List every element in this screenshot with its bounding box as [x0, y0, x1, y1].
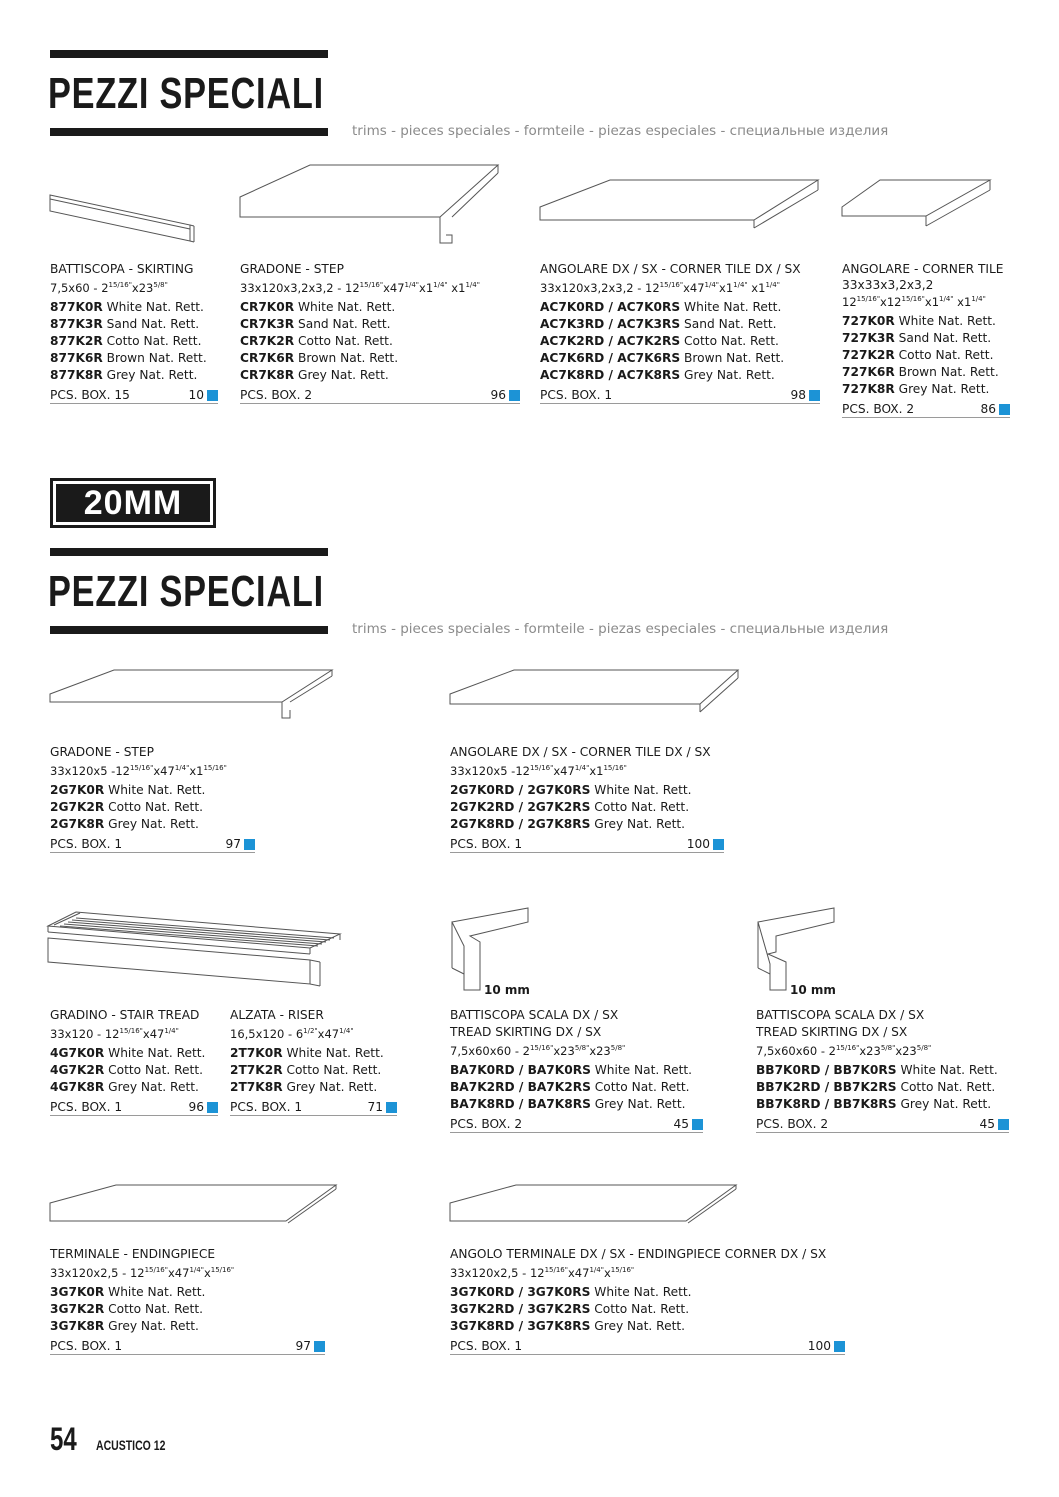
corner-tile-small-drawing — [842, 180, 992, 230]
page-marker-icon — [713, 839, 724, 850]
product-title: BATTISCOPA SCALA DX / SX — [756, 1008, 925, 1022]
step-drawing — [240, 165, 500, 255]
page-ref[interactable]: 100 — [686, 836, 710, 851]
product-code-row: CR7K6R Brown Nat. Rett. — [240, 350, 399, 365]
stair-tread-drawing — [48, 888, 338, 998]
page-marker-icon — [998, 1119, 1009, 1130]
product-code-row: BA7K2RD / BA7K2RS Cotto Nat. Rett. — [450, 1079, 690, 1094]
product-dims: $33x120x3,2x3,2 - 12^{15/16"}x47^{1/4"}x1^{1/4"}$ $x1^{1/4"}$ — [240, 280, 480, 295]
product-code-row: AC7K3RD / AC7K3RS Sand Nat. Rett. — [540, 316, 777, 331]
product-dims: $33x120x3,2x3,2 - 12^{15/16"}x47^{1/4"}x1^{1/4"}$ $x1^{1/4"}$ — [540, 280, 780, 295]
page-ref[interactable]: 45 — [979, 1116, 995, 1131]
product-dims: $33x120 - 12^{15/16"}x47^{1/4"}$ — [50, 1026, 179, 1041]
product-dims: $12^{15/16"}x12^{15/16"}x1^{1/4"}$ $x1^{1/4"}$ — [842, 294, 986, 309]
tread-skirting-dx-drawing — [452, 908, 552, 990]
product-code-row: 727K2R Cotto Nat. Rett. — [842, 347, 994, 362]
endingpiece-drawing — [50, 1185, 340, 1233]
step-20mm-drawing — [50, 670, 335, 735]
product-corner-tile-20mm — [450, 744, 724, 853]
product-code-row: 877K3R Sand Nat. Rett. — [50, 316, 200, 331]
endingpiece-corner-drawing — [450, 1185, 740, 1233]
product-code-row: 2G7K0R White Nat. Rett. — [50, 782, 206, 797]
product-dims: 33x120x5 $-12^{15/16"}x47^{1/4"}x1^{15/16"}$ — [450, 763, 627, 778]
product-code-row: 2G7K0RD / 2G7K0RS White Nat. Rett. — [450, 782, 692, 797]
product-code-row: 2G7K8R Grey Nat. Rett. — [50, 816, 199, 831]
product-code-row: 3G7K0RD / 3G7K0RS White Nat. Rett. — [450, 1284, 692, 1299]
corner-tile-drawing — [540, 180, 820, 230]
section-bottom-bar — [50, 626, 328, 634]
product-code-row: 4G7K0R White Nat. Rett. — [50, 1045, 206, 1060]
section-bottom-bar — [50, 128, 328, 136]
product-stair-tread — [50, 1007, 218, 1116]
product-tread-skirting-bb — [756, 1007, 1009, 1133]
product-code-row: 4G7K8R Grey Nat. Rett. — [50, 1079, 199, 1094]
page-marker-icon — [207, 390, 218, 401]
product-endingpiece-corner — [450, 1246, 845, 1355]
page-ref[interactable]: 96 — [490, 387, 506, 402]
product-code-row: 2T7K2R Cotto Nat. Rett. — [230, 1062, 382, 1077]
product-code-row: 727K3R Sand Nat. Rett. — [842, 330, 992, 345]
section-subtitle: trims - pieces speciales - formteile - piezas especiales - специальные изделия — [352, 123, 889, 139]
product-dims: $33x120x2,5 - 12^{15/16"}x47^{1/4"}x^{15/16"}$ — [50, 1265, 235, 1280]
page-ref[interactable]: 86 — [980, 401, 996, 416]
product-code-row: CR7K3R Sand Nat. Rett. — [240, 316, 391, 331]
product-dims: $7,5x60x60 - 2^{15/16"}x23^{5/8"}x23^{5/8"}$ — [756, 1043, 932, 1058]
page-marker-icon — [314, 1341, 325, 1352]
product-code-row: AC7K6RD / AC7K6RS Brown Nat. Rett. — [540, 350, 785, 365]
page-number: 54 — [50, 1421, 77, 1457]
product-title: BATTISCOPA SCALA DX / SX — [450, 1008, 619, 1022]
pcs-box-row: PCS. BOX. 1 71 — [230, 1099, 397, 1116]
product-code-row: BB7K2RD / BB7K2RS Cotto Nat. Rett. — [756, 1079, 996, 1094]
page-marker-icon — [999, 404, 1010, 415]
pcs-box-row: PCS. BOX. 15 10 — [50, 387, 218, 404]
product-code-row: CR7K2R Cotto Nat. Rett. — [240, 333, 393, 348]
product-code-row: 877K2R Cotto Nat. Rett. — [50, 333, 202, 348]
pcs-box-row: PCS. BOX. 2 96 — [240, 387, 520, 404]
product-code-row: BB7K8RD / BB7K8RS Grey Nat. Rett. — [756, 1096, 992, 1111]
page-marker-icon — [809, 390, 820, 401]
page-ref[interactable]: 45 — [673, 1116, 689, 1131]
product-code-row: 2G7K8RD / 2G7K8RS Grey Nat. Rett. — [450, 816, 685, 831]
pcs-box-row: PCS. BOX. 2 86 — [842, 401, 1010, 418]
product-code-row: AC7K2RD / AC7K2RS Cotto Nat. Rett. — [540, 333, 779, 348]
section-title: PEZZI SPECIALI — [48, 567, 324, 616]
product-title: GRADONE - STEP — [240, 262, 344, 276]
page-ref[interactable]: 96 — [188, 1099, 204, 1114]
tread-skirting-sx-drawing — [758, 908, 858, 990]
section-title: PEZZI SPECIALI — [48, 69, 324, 118]
product-step-20mm — [50, 744, 255, 853]
product-subtitle: TREAD SKIRTING DX / SX — [756, 1025, 908, 1039]
pcs-box-row: PCS. BOX. 1 98 — [540, 387, 820, 404]
corner-tile-20mm-drawing — [450, 670, 740, 720]
product-code-row: BA7K8RD / BA7K8RS Grey Nat. Rett. — [450, 1096, 686, 1111]
page-ref[interactable]: 100 — [807, 1338, 831, 1353]
page-marker-icon — [692, 1119, 703, 1130]
product-code-row: CR7K0R White Nat. Rett. — [240, 299, 396, 314]
product-riser — [230, 1007, 397, 1116]
product-code-row: 3G7K2RD / 3G7K2RS Cotto Nat. Rett. — [450, 1301, 690, 1316]
catalog-name: ACUSTICO 12 — [96, 1437, 166, 1453]
product-code-row: BA7K0RD / BA7K0RS White Nat. Rett. — [450, 1062, 693, 1077]
product-title: ALZATA - RISER — [230, 1008, 324, 1022]
section-top-bar — [50, 50, 328, 58]
product-code-row: 727K0R White Nat. Rett. — [842, 313, 996, 328]
pcs-box-row: PCS. BOX. 1 96 — [50, 1099, 218, 1116]
product-corner-tile — [540, 261, 820, 404]
product-code-row: 2T7K0R White Nat. Rett. — [230, 1045, 384, 1060]
pcs-box-row: PCS. BOX. 1 97 — [50, 1338, 325, 1355]
product-title: ANGOLARE DX / SX - CORNER TILE DX / SX — [540, 262, 801, 276]
product-title: TERMINALE - ENDINGPIECE — [50, 1247, 216, 1261]
thickness-label: 10 mm — [484, 983, 530, 997]
product-code-row: CR7K8R Grey Nat. Rett. — [240, 367, 389, 382]
product-endingpiece — [50, 1246, 325, 1355]
product-title: GRADINO - STAIR TREAD — [50, 1008, 200, 1022]
product-code-row: 2T7K8R Grey Nat. Rett. — [230, 1079, 378, 1094]
thickness-label: 10 mm — [790, 983, 836, 997]
product-code-row: BB7K0RD / BB7K0RS White Nat. Rett. — [756, 1062, 998, 1077]
product-code-row: 727K6R Brown Nat. Rett. — [842, 364, 999, 379]
product-subtitle: 33x33x3,2x3,2 — [842, 278, 934, 292]
thickness-badge: 20MM — [50, 478, 216, 528]
page-ref[interactable]: 10 — [188, 387, 204, 402]
skirting-drawing — [50, 195, 195, 247]
product-subtitle: TREAD SKIRTING DX / SX — [450, 1025, 602, 1039]
page-marker-icon — [207, 1102, 218, 1113]
page-ref[interactable]: 71 — [367, 1099, 383, 1114]
page-ref[interactable]: 97 — [295, 1338, 311, 1353]
page-marker-icon — [509, 390, 520, 401]
product-code-row: AC7K0RD / AC7K0RS White Nat. Rett. — [540, 299, 782, 314]
page-ref[interactable]: 97 — [225, 836, 241, 851]
product-code-row: 877K0R White Nat. Rett. — [50, 299, 204, 314]
product-dims: $7,5x60x60 - 2^{15/16"}x23^{5/8"}x23^{5/8"}$ — [450, 1043, 626, 1058]
pcs-box-row: PCS. BOX. 1 97 — [50, 836, 255, 853]
page-marker-icon — [386, 1102, 397, 1113]
product-code-row: 2G7K2RD / 2G7K2RS Cotto Nat. Rett. — [450, 799, 690, 814]
product-code-row: 727K8R Grey Nat. Rett. — [842, 381, 990, 396]
product-tread-skirting-ba — [450, 1007, 703, 1133]
product-dims: $33x120x2,5 - 12^{15/16"}x47^{1/4"}x^{15/16"}$ — [450, 1265, 635, 1280]
product-skirting — [50, 261, 218, 404]
pcs-box-row: PCS. BOX. 1 100 — [450, 836, 724, 853]
pcs-box-row: PCS. BOX. 1 100 — [450, 1338, 845, 1355]
product-dims: $7,5x60 - 2^{15/16"}x23^{5/8"}$ — [50, 280, 168, 295]
product-title: ANGOLARE - CORNER TILE — [842, 262, 1004, 276]
product-code-row: 3G7K8RD / 3G7K8RS Grey Nat. Rett. — [450, 1318, 685, 1333]
product-code-row: 3G7K8R Grey Nat. Rett. — [50, 1318, 199, 1333]
product-corner-tile-small — [842, 261, 1010, 418]
page-marker-icon — [834, 1341, 845, 1352]
product-title: BATTISCOPA - SKIRTING — [50, 262, 194, 276]
product-title: ANGOLO TERMINALE DX / SX - ENDINGPIECE CORNER DX / SX — [450, 1247, 827, 1261]
product-title: GRADONE - STEP — [50, 745, 154, 759]
product-code-row: AC7K8RD / AC7K8RS Grey Nat. Rett. — [540, 367, 775, 382]
product-code-row: 877K6R Brown Nat. Rett. — [50, 350, 207, 365]
product-code-row: 2G7K2R Cotto Nat. Rett. — [50, 799, 203, 814]
product-dims: 33x120x5 $-12^{15/16"}x47^{1/4"}x1^{15/16"}$ — [50, 763, 227, 778]
product-code-row: 877K8R Grey Nat. Rett. — [50, 367, 198, 382]
section-top-bar — [50, 548, 328, 556]
product-code-row: 4G7K2R Cotto Nat. Rett. — [50, 1062, 203, 1077]
product-code-row: 3G7K2R Cotto Nat. Rett. — [50, 1301, 203, 1316]
product-title: ANGOLARE DX / SX - CORNER TILE DX / SX — [450, 745, 711, 759]
product-step — [240, 261, 520, 404]
page-ref[interactable]: 98 — [790, 387, 806, 402]
section-subtitle: trims - pieces speciales - formteile - piezas especiales - специальные изделия — [352, 621, 889, 637]
product-dims: $16,5x120 - 6^{1/2"}x47^{1/4"}$ — [230, 1026, 354, 1041]
product-code-row: 3G7K0R White Nat. Rett. — [50, 1284, 206, 1299]
pcs-box-row: PCS. BOX. 2 45 — [756, 1116, 1009, 1133]
page-marker-icon — [244, 839, 255, 850]
pcs-box-row: PCS. BOX. 2 45 — [450, 1116, 703, 1133]
